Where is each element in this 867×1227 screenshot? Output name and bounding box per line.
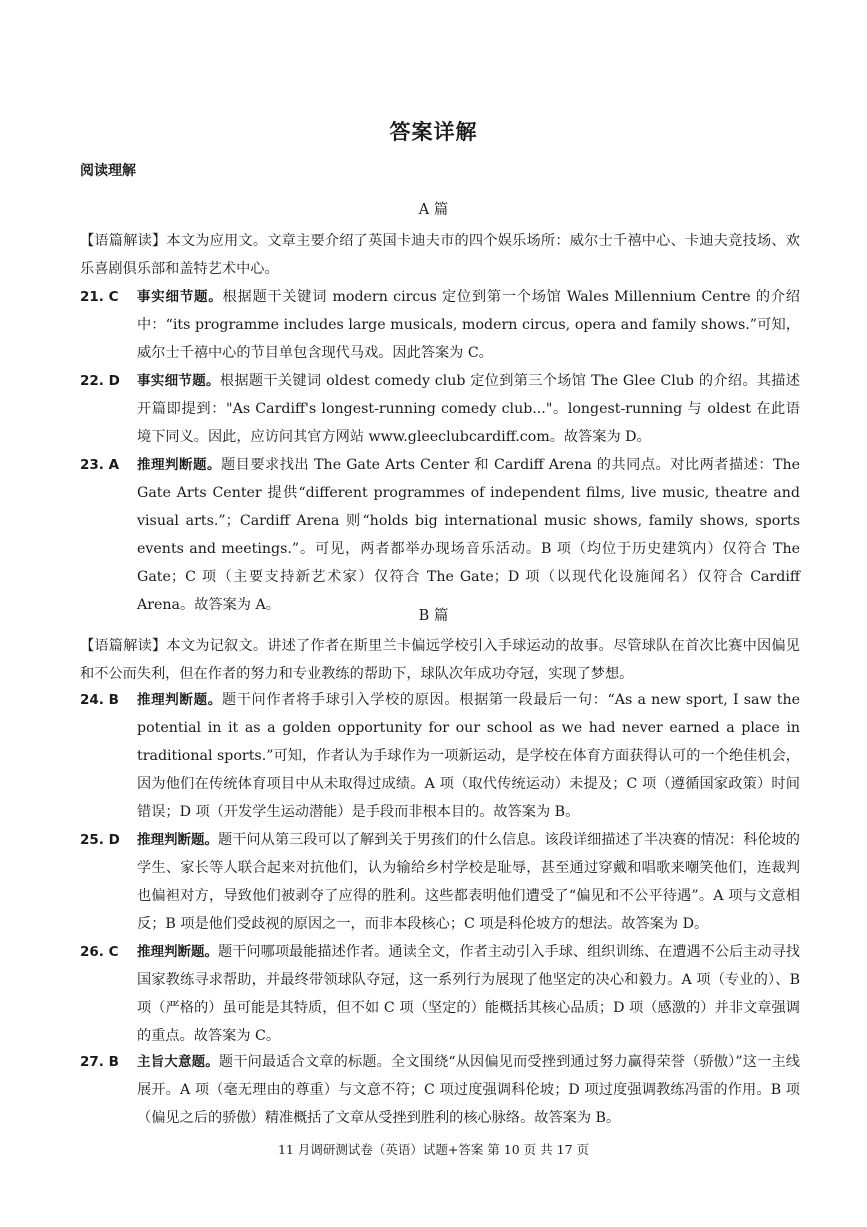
question-type: 事实细节题。 [137,289,223,305]
answer-number: 22. D [80,373,120,389]
answer-number: 23. A [80,457,120,473]
answer-explanation: 题干问哪项最能描述作者。通读全文，作者主动引入手球、组织训练、在遭遇不公后主动寻找国家教练寻求帮助，并最终带领球队夺冠，这一系列行为展现了他坚定的决心和毅力。A 项（专业的）、B 项（严格的）虽可能是其特质，但不如 C 项（坚定的）能概括其核心品质；D 项（感激的）并非文章强调的重点。故答案为 C。 [137,944,800,1044]
section-heading: 阅读理解 [80,163,136,179]
answer-item [80,283,800,367]
passage-b-heading: B 篇 [418,608,449,624]
passage-b-intro: 【语篇解读】本文为记叙文。讲述了作者在斯里兰卡偏远学校引入手球运动的故事。尽管球队在首次比赛中因偏见和不公而失利，但在作者的努力和专业教练的帮助下，球队次年成功夺冠，实现了梦想。 [80,638,800,682]
passage-a-intro: 【语篇解读】本文为应用文。文章主要介绍了英国卡迪夫市的四个娱乐场所：威尔士千禧中心、卡迪夫竞技场、欢乐喜剧俱乐部和盖特艺术中心。 [80,233,800,277]
answer-number: 21. C [80,289,119,305]
question-type: 推理判断题。 [137,832,219,848]
answer-number: 25. D [80,832,120,848]
question-type: 推理判断题。 [137,457,221,473]
answer-item [80,826,800,938]
answer-number: 26. C [80,944,119,960]
answer-explanation: 根据题干关键词 oldest comedy club 定位到第三个场馆 The Glee Club 的介绍。其描述开篇即提到："As Cardiff's longest-running comedy club..."。longest-running 与 oldest 在此语境下同义。因此，应访问其官方网站 www.gleeclubcardiff.com。故答案为 D。 [137,373,800,445]
answer-explanation: 题目要求找出 The Gate Arts Center 和 Cardiff Arena 的共同点。对比两者描述：The Gate Arts Center 提供“different programmes of independent films, live music, theatre and visual arts.”；Cardiff Arena 则“holds big international music shows, family shows, sports events and meetings.”。可见，两者都举办现场音乐活动。B 项（均位于历史建筑内）仅符合 The Gate；C 项（主要支持新艺术家）仅符合 The Gate；D 项（以现代化设施闻名）仅符合 Cardiff Arena。故答案为 A。 [137,457,800,613]
answer-item [80,1048,800,1132]
answer-explanation: 题干问最适合文章的标题。全文围绕“从因偏见而受挫到通过努力赢得荣誉（骄傲）”这一主线展开。A 项（毫无理由的尊重）与文意不符；C 项过度强调科伦坡；D 项过度强调教练冯雷的作用。B 项（偏见之后的骄傲）精准概括了文章从受挫到胜利的核心脉络。故答案为 B。 [137,1054,800,1126]
question-type: 推理判断题。 [137,692,222,708]
question-type: 主旨大意题。 [137,1054,219,1070]
answer-explanation: 题干问作者将手球引入学校的原因。根据第一段最后一句：“As a new sport, I saw the potential in it as a golden opportunity for our school as we had never earned a place in traditional sports.”可知，作者认为手球作为一项新运动，是学校在体育方面获得认可的一个绝佳机会，因为他们在传统体育项目中从未取得过成绩。A 项（取代传统运动）未提及；C 项（遵循国家政策）时间错误；D 项（开发学生运动潜能）是手段而非根本目的。故答案为 B。 [137,692,800,820]
answer-explanation: 根据题干关键词 modern circus 定位到第一个场馆 Wales Millennium Centre 的介绍中：“its programme includes large musicals, modern circus, opera and family shows.”可知，威尔士千禧中心的节目单包含现代马戏。因此答案为 C。 [137,289,800,361]
passage-a-heading: A 篇 [418,202,449,218]
answer-number: 27. B [80,1054,119,1070]
page-title: 答案详解 [389,120,478,144]
answer-item [80,451,800,619]
answer-item [80,938,800,1050]
question-type: 事实细节题。 [137,373,220,389]
answer-item [80,367,800,451]
answer-item [80,686,800,826]
answer-explanation: 题干问从第三段可以了解到关于男孩们的什么信息。该段详细描述了半决赛的情况：科伦坡的学生、家长等人联合起来对抗他们，认为输给乡村学校是耻辱，甚至通过穿戴和唱歌来嘲笑他们，连裁判也偏袒对方，导致他们被剥夺了应得的胜利。这些都表明他们遭受了“偏见和不公平待遇”。A 项与文意相反；B 项是他们受歧视的原因之一，而非本段核心；C 项是科伦坡方的想法。故答案为 D。 [137,832,800,932]
answer-number: 24. B [80,692,119,708]
page-footer: 11 月调研测试卷（英语）试题+答案 第 10 页 共 17 页 [277,1142,589,1157]
question-type: 推理判断题。 [137,944,219,960]
